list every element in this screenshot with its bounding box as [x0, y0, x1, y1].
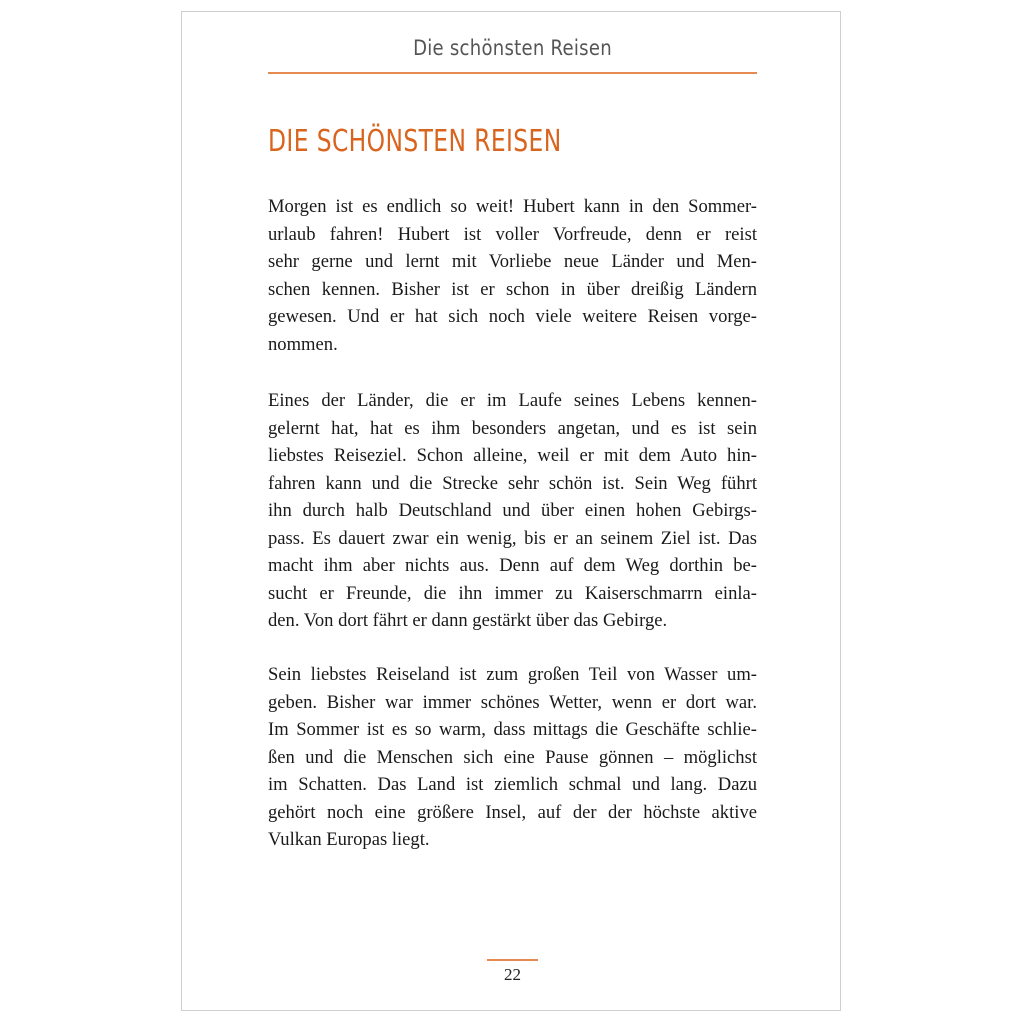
- paragraph-line: den. Von dort fährt er dann gestärkt über das Gebirge.: [268, 610, 668, 631]
- paragraph-line: sehr gerne und lernt mit Vorliebe neue Länder und Men-: [268, 251, 757, 272]
- paragraph-line: im Schatten. Das Land ist ziemlich schmal und lang. Dazu: [268, 774, 757, 795]
- paragraph-line: nommen.: [268, 333, 338, 355]
- paragraph-line: gewesen. Und er hat sich noch viele weitere Reisen vorge-: [268, 306, 757, 327]
- paragraph-line: ßen und die Menschen sich eine Pause gönnen – möglichst: [268, 746, 757, 768]
- paragraph-line: ihn durch halb Deutschland und über einen hohen Gebirgs-: [268, 500, 757, 521]
- running-head: Die schönsten Reisen: [413, 36, 612, 60]
- paragraph-line: Vulkan Europas liegt.: [268, 829, 430, 850]
- paragraph-line: Morgen ist es endlich so weit! Hubert kann in den Sommer-: [268, 196, 757, 217]
- paragraph-3: [268, 661, 757, 854]
- page-number-rule: [487, 959, 538, 961]
- paragraph-line: Im Sommer ist es so warm, dass mittags die Geschäfte schlie-: [268, 719, 757, 740]
- paragraph-line: pass. Es dauert zwar ein wenig, bis er an seinem Ziel ist. Das: [268, 527, 757, 549]
- paragraph-1: [268, 193, 757, 358]
- paragraph-line: geben. Bisher war immer schönes Wetter, wenn er dort war.: [268, 691, 757, 713]
- paragraph-line: fahren kann und die Strecke sehr schön ist. Sein Weg führt: [268, 472, 757, 494]
- paragraph-line: schen kennen. Bisher ist er schon in über dreißig Ländern: [268, 278, 757, 300]
- paragraph-line: liebstes Reiseziel. Schon alleine, weil er mit dem Auto hin-: [268, 445, 757, 466]
- paragraph-line: gehört noch eine größere Insel, auf der der höchste aktive: [268, 801, 757, 823]
- paragraph-line: Eines der Länder, die er im Laufe seines Lebens kennen-: [268, 390, 757, 411]
- paragraph-line: gelernt hat, hat es ihm besonders angetan, und es ist sein: [268, 417, 757, 439]
- paragraph-line: Sein liebstes Reiseland ist zum großen Teil von Wasser um-: [268, 664, 757, 685]
- running-head-rule: [268, 72, 757, 74]
- paragraph-line: urlaub fahren! Hubert ist voller Vorfreude, denn er reist: [268, 223, 757, 245]
- paragraph-2: [268, 387, 757, 635]
- paragraph-line: macht ihm aber nichts aus. Denn auf dem Weg dorthin be-: [268, 555, 757, 576]
- paragraph-line: sucht er Freunde, die ihn immer zu Kaiserschmarrn einla-: [268, 582, 757, 604]
- page-number: 22: [504, 965, 521, 984]
- chapter-title: DIE SCHÖNSTEN REISEN: [268, 124, 562, 159]
